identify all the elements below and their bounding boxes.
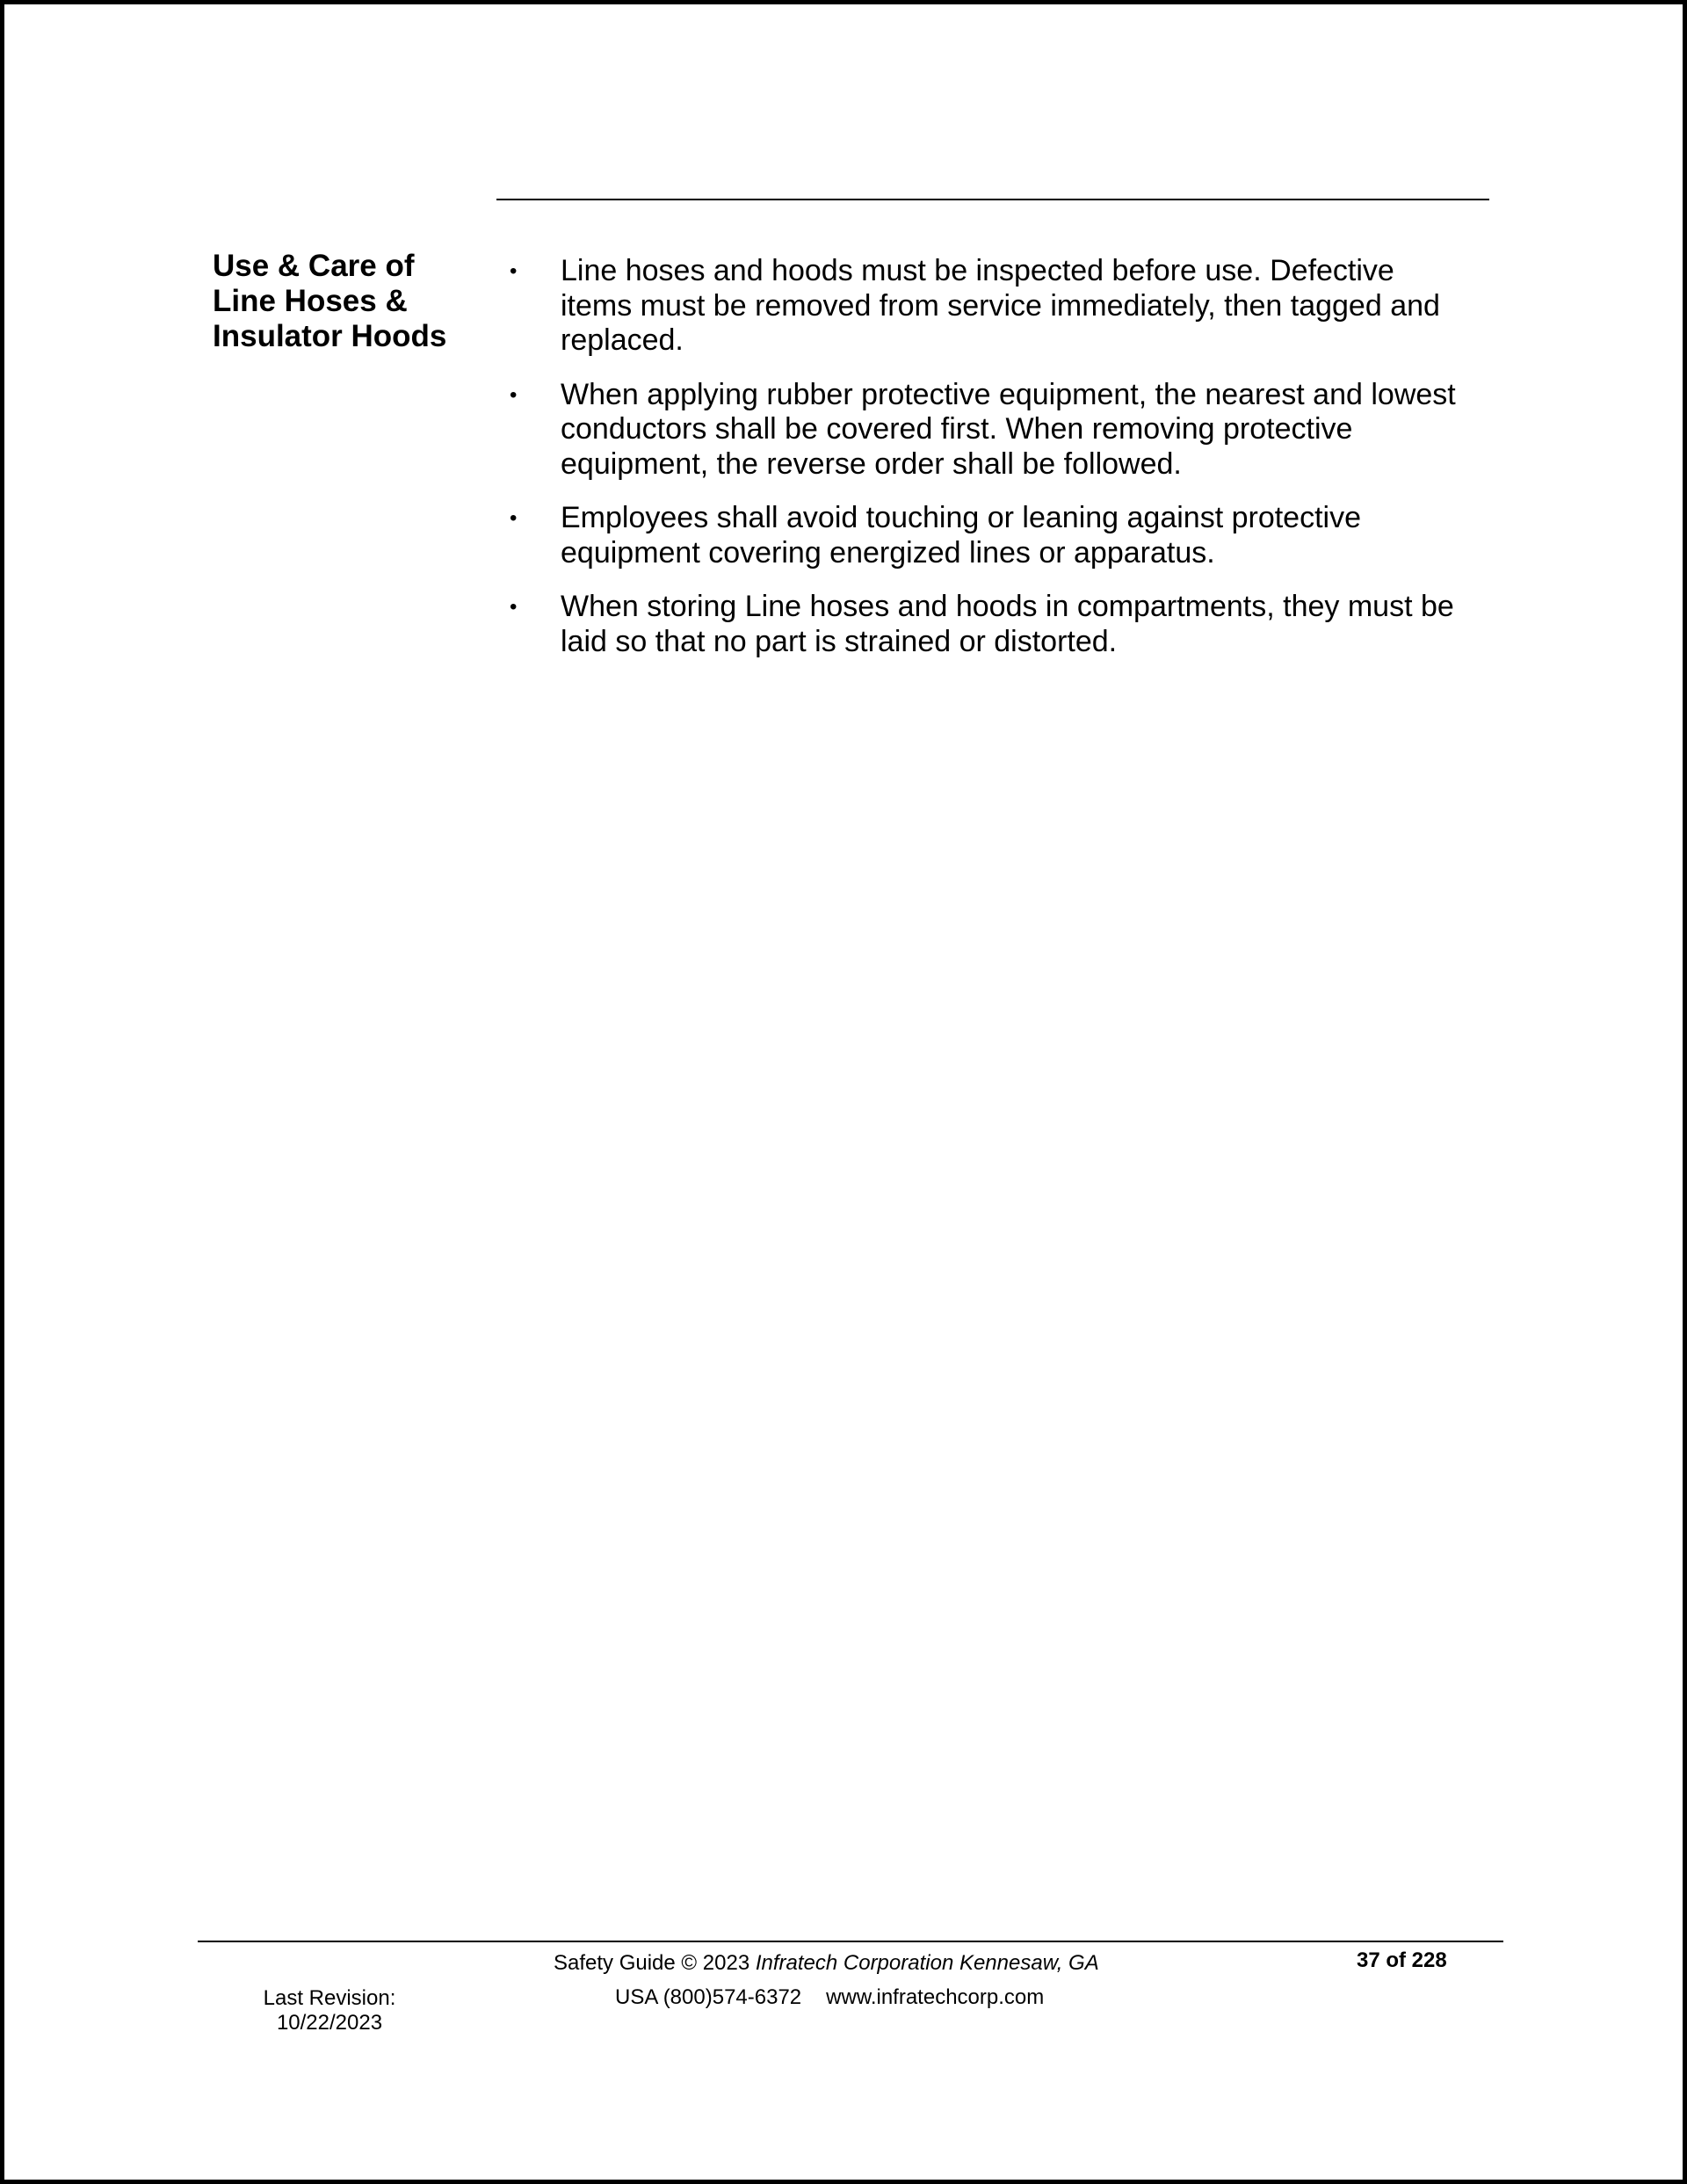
top-divider bbox=[496, 199, 1489, 200]
bullet-text-line: items must be removed from service immediately, then tagged and bbox=[561, 288, 1440, 323]
section-heading-line: Use & Care of bbox=[213, 249, 415, 283]
footer-divider bbox=[198, 1941, 1503, 1942]
bullet-dot-icon: • bbox=[510, 595, 518, 619]
bullet-dot-icon: • bbox=[510, 382, 518, 407]
footer-phone: USA (800)574-6372 bbox=[615, 1985, 802, 2009]
bullet-text-line: replaced. bbox=[561, 323, 684, 357]
footer-contact bbox=[615, 1985, 1044, 2010]
bullet-dot-icon: • bbox=[510, 506, 518, 530]
bullet-text-line: Employees shall avoid touching or leaning against protective bbox=[561, 501, 1361, 534]
last-revision bbox=[220, 1986, 439, 2035]
bullet-text-line: laid so that no part is strained or distorted. bbox=[561, 624, 1118, 658]
bullet-text-line: equipment, the reverse order shall be followed. bbox=[561, 446, 1182, 481]
page-number: 37 of 228 bbox=[1357, 1948, 1447, 1972]
revision-date: 10/22/2023 bbox=[276, 2011, 383, 2035]
bullet-item bbox=[510, 590, 1494, 659]
bullet-text-line: Line hoses and hoods must be inspected before use. Defective bbox=[561, 254, 1394, 287]
bullet-text-line: When storing Line hoses and hoods in compartments, they must be bbox=[561, 590, 1454, 623]
bullet-dot-icon: • bbox=[510, 259, 518, 283]
section-heading-line: Insulator Hoods bbox=[213, 319, 447, 353]
bullet-text-line: When applying rubber protective equipment, the nearest and lowest bbox=[561, 377, 1456, 411]
section-heading bbox=[213, 249, 476, 354]
bullet-list bbox=[510, 254, 1494, 678]
bullet-item bbox=[510, 254, 1494, 359]
bullet-text-line: equipment covering energized lines or apparatus. bbox=[561, 535, 1215, 570]
bullet-item bbox=[510, 501, 1494, 570]
section-heading-line: Line Hoses & bbox=[213, 284, 408, 318]
revision-label: Last Revision: bbox=[263, 1986, 396, 2010]
footer-company: Infratech Corporation Kennesaw, GA bbox=[755, 1951, 1099, 1975]
footer-website: www.infratechcorp.com bbox=[826, 1985, 1045, 2009]
footer-copyright bbox=[554, 1951, 1099, 1976]
bullet-text-line: conductors shall be covered first. When removing protective bbox=[561, 412, 1353, 446]
bullet-item bbox=[510, 378, 1494, 483]
footer-copyright-prefix: Safety Guide © 2023 bbox=[554, 1951, 756, 1975]
